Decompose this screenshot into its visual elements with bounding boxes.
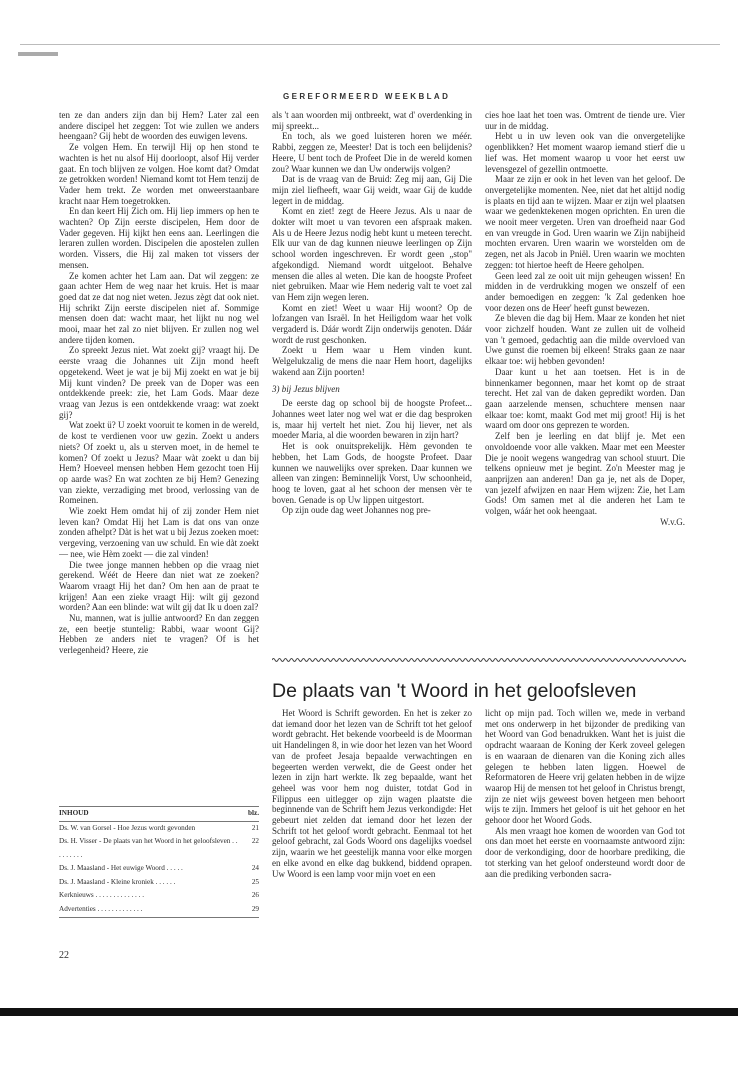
paragraph: Nu, mannen, wat is jullie antwoord? En dan zeggen ze, een beetje stuntelig: Rabbi, waar woont Gij? Hebben ze anders niet te vragen? Of is het verlegenheid? Heere, zie <box>59 613 259 656</box>
column-2 <box>272 110 472 650</box>
paragraph: Komt en ziet! Weet u waar Hij woont? Op de lofzangen van Israël. In het Heiligdom waar het volk vergaderd is. Dáár wordt Zijn onderwijs genoten. Dáár wordt de rust geschonken. <box>272 302 472 345</box>
paragraph: Hebt u in uw leven ook van die onvergetelijke ogenblikken? Het moment waarop iemand stierf die u lief was. Het moment waarop u voor het eerst uw levensgezel of gezellin ontmoette. <box>485 131 685 174</box>
paragraph: Als men vraagt hoe komen de woorden van God tot ons dan moet het eerste en voornaamste antwoord zijn: door de verkondiging, door de hoorbare prediking, die tot sterking van het geloof ondersteund wordt door de aan die prediking verbonden sacra- <box>485 825 685 879</box>
paragraph: Wat zoekt ü? U zoekt vooruit te komen in de wereld, de kost te verdienen voor uw gezin. Zoekt u anders niets? Of zoekt u, als u sterven moet, in de hemel te komen? Of zoekt u Jezus? Maar wàt zoekt u dan bij Hem? Hoeveel mensen hebben Hem gezocht toen Hij op aarde was? En wat zochten ze bij Hem? Genezing van ziekte, verzadiging met brood, verlossing van de Romeinen. <box>59 420 259 506</box>
toc-entry: Advertenties . . . . . . . . . . . . . <box>59 904 143 913</box>
section-heading: 3) bij Jezus blijven <box>272 383 340 394</box>
column-1 <box>59 110 259 795</box>
toc-page: 26 <box>251 891 259 899</box>
toc-entry: Ds. W. van Gorsel - Hoe Jezus wordt gevonden <box>59 823 196 832</box>
paragraph: Dat is de vraag van de Bruid: Zeg mij aan, Gij Die mijn ziel liefheeft, waar Gij weidt, waar Gij de kudde legert in de middag. <box>272 174 472 206</box>
column-3 <box>485 110 685 650</box>
toc-row <box>59 903 259 917</box>
top-border-line <box>20 44 720 45</box>
article-title: De plaats van 't Woord in het geloofsleven <box>272 680 637 702</box>
paragraph: Ze bleven die dag bij Hem. Maar ze konden het niet voor zichzelf houden. Want ze zullen uit de volheid van 't gemoed, gedachtig aan die milde overvloed van Uwe gunst die roemen bij elkeen! Straks gaan ze naar elkaar toe: wij hebben gevonden! <box>485 313 685 367</box>
toc-title: INHOUD <box>59 809 89 817</box>
paragraph: En dan keert Hij Zich om. Hij liep immers op hen te wachten? Op Zijn eerste discipelen, Hem door de Vader gegeven. Hij kijkt hen eens aan. Leerlingen die leraren zullen worden. Discipelen die apostelen zullen worden. Vissers, die Hij zal maken tot vissers der mensen. <box>59 206 259 270</box>
table-of-contents <box>59 806 259 918</box>
toc-entry: Kerknieuws . . . . . . . . . . . . . . <box>59 891 145 899</box>
paragraph: En toch, als we goed luisteren horen we méér. Rabbi, zeggen ze, Meester! Dat is toch een belijdenis? Heere, U bent toch de Profeet Die in de wereld komen zou? Waar kunnen we dan Uw onderwijs volgen? <box>272 131 472 174</box>
paragraph: Zo spreekt Jezus niet. Wat zoekt gij? vraagt hij. De eerste vraag die Johannes uit Zijn mond heeft opgetekend. Weet je wat je bij Mij zoekt en wat je bij Mij kunt vinden? De preek van de Doper was een ontdekkende preek: zie, het Lam Gods. Maar deze vraag van Jezus is een ontdekkende vraag: wat zoekt gij? <box>59 345 259 420</box>
toc-row <box>59 876 259 890</box>
paragraph: licht op mijn pad. Toch willen we, mede in verband met ons onderwerp in het bijzonder de prediking van het Woord van God benadrukken. Want het is juist die opdracht waaraan de Koning der Kerk zoveel gelegen is en waaraan de dienaren van die Koning zich alles gelegen te hebben laten liggen. Hoewel de Reformatoren de Heere vrij gelaten hebben in de wijze waarop Hij de mensen tot het geloof in Christus brengt, zijn ze niet wijs geweest boven hetgeen men behoort wijs te zijn. Immers het geloof is uit het gehoor en het gehoor door het Woord Gods. <box>485 708 685 826</box>
paragraph: Ze komen achter het Lam aan. Dat wil zeggen: ze gaan achter Hem de weg naar het kruis. Het is maar goed dat ze dat nog niet weten. Jezus zègt dat ook niet. Hij schrikt Zijn eerste discipelen niet af. Sommige mensen doen dat: wacht maar, het lijkt nu nog wel mooi, maar het zal zo niet blijven. Er zullen nog wel andere tijden komen. <box>59 270 259 345</box>
toc-bottom-rule <box>59 917 259 918</box>
toc-page: 22 <box>251 837 259 845</box>
paragraph: als 't aan woorden mij ontbreekt, wat d' overdenking in mij spreekt... <box>272 110 472 131</box>
article-column-1 <box>272 708 472 940</box>
paragraph: Maar ze zijn er ook in het leven van het geloof. De onvergetelijke momenten. Nee, niet dat het altijd nodig is plaats en tijd aan te wijzen. Maar er zijn wel plaatsen waar we gedenktekenen mogen oprichten. En uren die we nooit meer vergeten. Uren van droefheid naar God en van vreugde in God. Uren waarin we Zijn nabijheid mochten ervaren. Uren waarin we worstelden om de zegen, net als Jacob in Pniël. Uren waarin we mochten zeggen: tot hiertoe heeft de Heere geholpen. <box>485 174 685 270</box>
paragraph: cies hoe laat het toen was. Omtrent de tiende ure. Vier uur in de middag. <box>485 110 685 131</box>
paragraph: Komt en ziet! zegt de Heere Jezus. Als u naar de dokter wilt moet u van tevoren een afspraak maken. Als u de Heere Jezus nodig hebt kunt u meteen terecht. Elk uur van de dag kunnen nieuwe leerlingen op Zijn school worden ingeschreven. Er wordt geen „stop" afgekondigd. Niemand wordt uitgeloot. Behalve mensen die alles al weten. Die kan de hoogste Profeet niet gebruiken. Maar wie Hem nederig valt te voet zal van Hem zijn wegen leren. <box>272 206 472 302</box>
toc-row <box>59 822 259 836</box>
bottom-scan-bar <box>0 1008 738 1016</box>
paragraph: ten ze dan anders zijn dan bij Hem? Later zal een andere discipel het zeggen: Tot wie zullen we anders heengaan? Gij hebt de woorden des euwigen levens. <box>59 110 259 142</box>
running-header: GEREFORMEERD WEEKBLAD <box>283 92 451 101</box>
paragraph: Zelf ben je leerling en dat blijf je. Met een onvoldoende voor alle vakken. Maar met een Meester Die je nooit wegens wangedrag van school stuurt. Die telkens opnieuw met je begint. Zo'n Meester mag je aanprijzen aan anderen! Dan ga je, net als de Doper, van jezelf afwijzen en naar Hem wijzen: Zie, het Lam Gods! Om samen met al die anderen het Lam te volgen, wáár het ook heengaat. <box>485 431 685 517</box>
toc-entry: Ds. J. Maasland - Het euwige Woord . . . . . <box>59 864 183 872</box>
paragraph: Die twee jonge mannen hebben op die vraag niet gerekend. Wéét de Heere dan niet wat ze zoeken? Waarom vraagt Hij het dan? Om hen aan de praat te krijgen! Aan een zieke vraagt Hij: wilt gij gezond worden? Aan een blinde: wat wilt gij dat Ik u doen zal? <box>59 559 259 613</box>
paragraph: De eerste dag op school bij de hoogste Profeet... Johannes weet later nog wel wat er die dag besproken is, maar hij vertelt het niet. Zou hij liever, net als moeder Maria, al die woorden bewaren in zijn hart? <box>272 398 472 441</box>
toc-row <box>59 835 259 862</box>
paragraph: Het Woord is Schrift geworden. En het is zeker zo dat iemand door het lezen van de Schrift tot het geloof wordt gebracht. Het bekende voorbeeld is de Moorman uit Handelingen 8, in wie door het lezen van het Woord van de profeet Jesaja bepaalde verwachtingen en begeerten werden verwekt, die de Geest onder het lezen in zijn hart werkte. Ik zeg bepaalde, want het geheel was voor hem nog duister, totdat God in Filippus een uitlegger op zijn wagen plaatste die beginnende van de Schrift hem Jezus verkondigde: Het gebeurt niet zelden dat iemand door het lezen der Schrift tot het geloof wordt gebracht. Eenmaal tot het geloof gebracht, zal Gods Woord ons dagelijks voedsel zijn, waarin we het geestelijk manna voor elke morgen en elke avond en elke dag bukkend, biddend oprapen. Uw Woord is een lamp voor mijn voet en een <box>272 708 472 879</box>
toc-page: 25 <box>251 877 259 886</box>
toc-row <box>59 889 259 903</box>
toc-row <box>59 862 259 876</box>
paragraph: Zoekt u Hem waar u Hem vinden kunt. Welgelukzalig de mens die naar Hem hoort, dagelijks wakend aan Zijn poorten! <box>272 345 472 377</box>
toc-page: 29 <box>251 904 259 913</box>
paragraph: Ze volgen Hem. En terwijl Hij op hen stond te wachten is het nu alsof Hij doorloopt, alsof Hij verder gaat. En toch blijven ze volgen. Hoe komt dat? Omdat ze getrokken worden! Niemand komt tot Hem tenzij de Vader hem trekt. Ze worden met onweerstaanbare kracht naar Hem toegetrokken. <box>59 142 259 206</box>
scan-mark <box>18 52 58 56</box>
wavy-divider <box>272 656 686 664</box>
toc-page-label: blz. <box>248 809 259 817</box>
toc-entry: Ds. J. Maasland - Kleine kroniek . . . . . . <box>59 877 176 886</box>
toc-page: 21 <box>251 823 259 832</box>
page-number: 22 <box>59 950 69 961</box>
paragraph: Daar kunt u het aan toetsen. Het is in de binnenkamer begonnen, maar het komt op de straat terecht. Het zal van de daken gepredikt worden. Dan gaan aarzelende mensen, schuchtere mensen naar elkaar toe: komt, maakt God met mij groot! Hij is het waard om door ons geprezen te worden. <box>485 366 685 431</box>
paragraph: Op zijn oude dag weet Johannes nog pre- <box>282 505 431 516</box>
paragraph: Wie zoekt Hem omdat hij of zij zonder Hem niet leven kan? Omdat Hij het Lam is dat ons van onze zonden afhelpt? Dàt is het wat u bij Jezus zoeken moet: vergeving, verzoening van uw schuld. En wie dàt zoekt — nee, wie Hèm zoekt — die zal vinden! <box>59 506 259 559</box>
toc-page: 24 <box>251 864 259 872</box>
paragraph: Geen leed zal ze ooit uit mijn geheugen wissen! En midden in de verdrukking mogen we onszelf of een ander bemoedigen en zeggen: 'k Zal gedenken hoe voor dezen ons de Heer' heeft gunst bewezen. <box>485 270 685 313</box>
article-column-2 <box>485 708 685 940</box>
toc-header <box>59 806 259 822</box>
author-signature: W.v.G. <box>660 516 685 527</box>
paragraph: Het is ook onuitsprekelijk. Hèm gevonden te hebben, het Lam Gods, de hoogste Profeet. Daar kunnen we nauwelijks over spreken. Daar kunnen we alleen van zingen: Beminnelijk Vorst, Uw schoonheid, hoog te loven, gaat al het schoon der mensen vèr te boven. Genade is op Uw lippen uitgestort. <box>272 441 472 505</box>
toc-entry: Ds. H. Visser - De plaats van het Woord in het geloofsleven . . . . . . . . . <box>59 837 238 859</box>
